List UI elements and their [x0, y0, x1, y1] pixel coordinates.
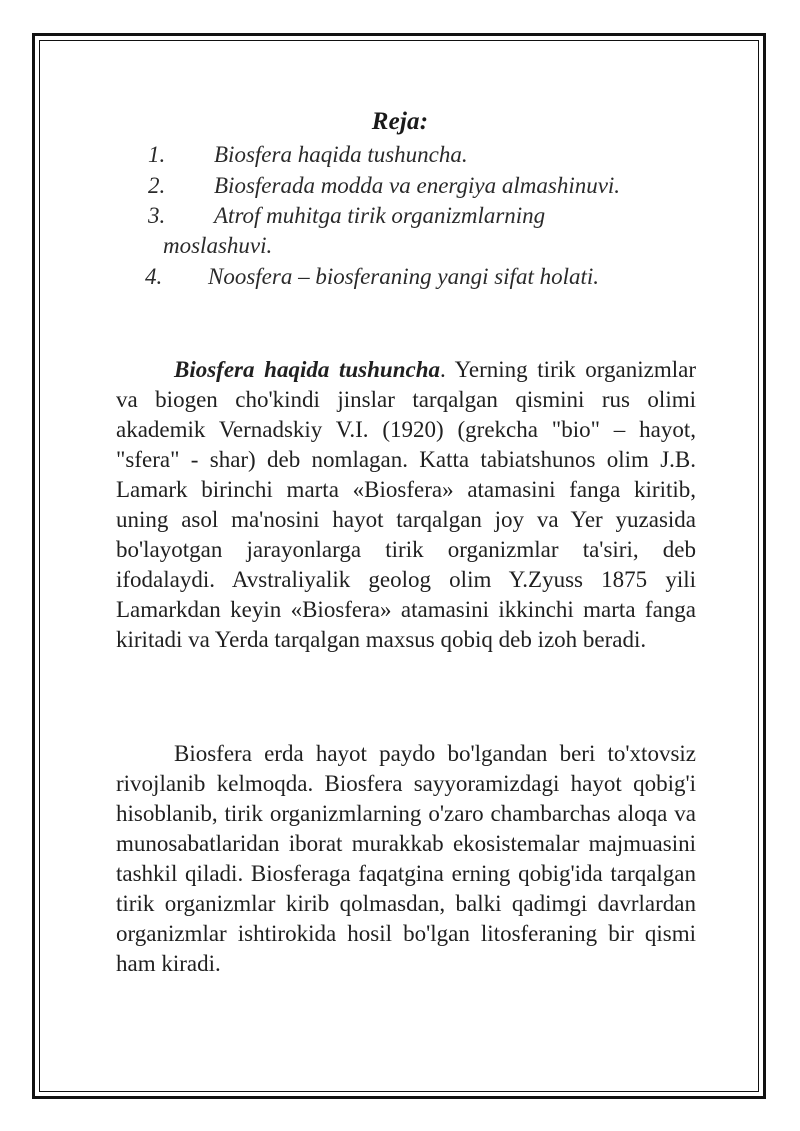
plan-item-text: Atrof muhitga tirik organizmlarning: [214, 203, 546, 228]
section-heading: Biosfera haqida tushuncha: [174, 357, 441, 382]
plan-title: Reja:: [371, 108, 429, 135]
paragraph-1: [116, 355, 696, 655]
plan-item-number: 3.: [148, 203, 166, 228]
plan-item-text: Biosfera haqida tushuncha.: [214, 142, 468, 167]
plan-item-number: 4.: [145, 264, 163, 289]
plan-item-3-continuation: moslashuvi.: [163, 233, 273, 258]
plan-item-text: Noosfera – biosferaning yangi sifat holati.: [208, 264, 600, 289]
plan-item-text: Biosferada modda va energiya almashinuvi.: [214, 173, 621, 198]
paragraph-1-text: . Yerning tirik organizmlar va biogen cho'kindi jinslar tarqalgan qismini rus olimi akademik Vernadskiy V.I. (1920) (grekcha "bio" – hayot, "sfera" - shar) deb nomlagan. Katta tabiatshunos olim J.B. Lamark birinchi marta «Biosfera» atamasini fanga kiritib, uning asol ma'nosini hayot tarqalgan joy va Yer yuzasida bo'layotgan jarayonlarga tirik organizmlar ta'siri, deb ifodalaydi. Avstraliyalik geolog olim Y.Zyuss 1875 yili Lamarkdan keyin «Biosfera» atamasini ikkinchi marta fanga kiritadi va Yerda tarqalgan maxsus qobiq deb izoh beradi.: [116, 357, 696, 652]
plan-item-number: 1.: [148, 142, 166, 167]
paragraph-2-text: Biosfera erda hayot paydo bo'lgandan beri to'xtovsiz rivojlanib kelmoqda. Biosfera sayyoramizdagi hayot qobig'i hisoblanib, tirik organizmlarning o'zaro chambarchas aloqa va munosabatlaridan iborat murakkab ekosistemalar majmuasini tashkil qiladi. Biosferaga faqatgina erning qobig'ida tarqalgan tirik organizmlar kirib qolmasdan, balki qadimgi davrlardan organizmlar ishtirokida hosil bo'lgan litosferaning bir qismi ham kiradi.: [116, 741, 696, 976]
plan-item-number: 2.: [148, 173, 166, 198]
paragraph-2: [116, 739, 696, 979]
